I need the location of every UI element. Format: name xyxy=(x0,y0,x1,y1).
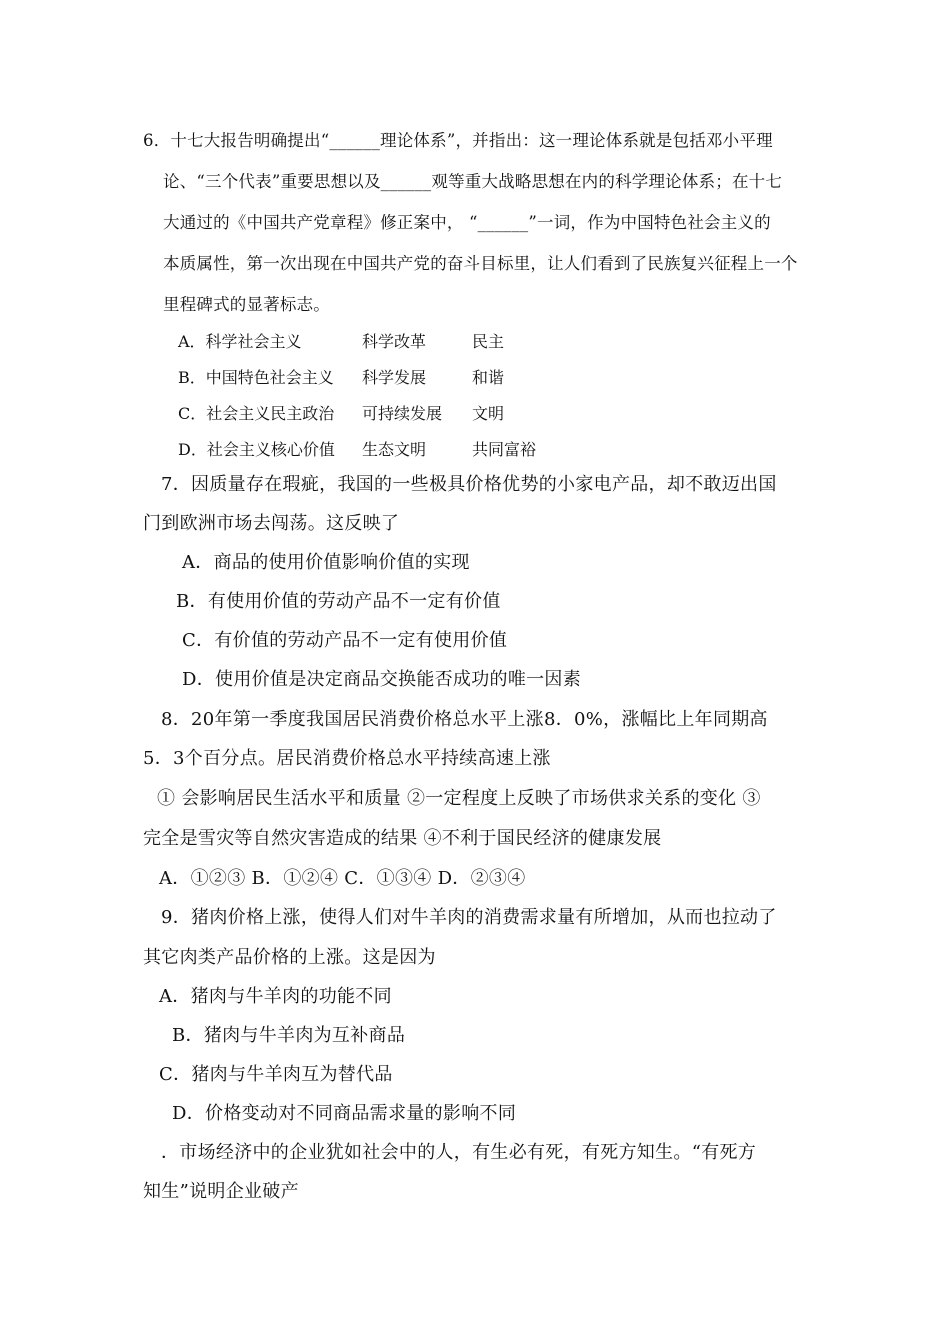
q6-option-d-col3: 共同富裕 xyxy=(472,440,537,459)
q7-line-2: 门到欧洲市场去闯荡。这反映了 xyxy=(143,513,400,534)
q6-option-b-col2: 科学发展 xyxy=(362,368,427,387)
q6-option-b-col3: 和谐 xyxy=(472,368,505,387)
q10-line-1: ．市场经济中的企业犹如社会中的人，有生必有死，有死方知生。“有死方 xyxy=(161,1142,757,1163)
q8-line-3: ① 会影响居民生活水平和质量 ②一定程度上反映了市场供求关系的变化 ③ xyxy=(157,788,761,809)
q6-option-c-col2: 可持续发展 xyxy=(362,404,443,423)
q7-line-1: 7．因质量存在瑕疵，我国的一些极具价格优势的小家电产品，却不敢迈出国 xyxy=(161,474,777,495)
q9-line-1: 9．猪肉价格上涨，使得人们对牛羊肉的消费需求量有所增加，从而也拉动了 xyxy=(161,907,777,928)
q8-choices: A．①②③ B．①②④ C．①③④ D．②③④ xyxy=(159,868,526,889)
q6-option-a-col3: 民主 xyxy=(472,332,505,351)
q7-option-b: B．有使用价值的劳动产品不一定有价值 xyxy=(176,591,501,612)
q6-option-c-label: C．社会主义民主政治 xyxy=(178,404,335,423)
q6-line-3: 大通过的《中国共产党章程》修正案中， “______”一词，作为中国特色社会主义的 xyxy=(163,213,771,232)
q6-option-a-col2: 科学改革 xyxy=(362,332,427,351)
q6-line-4: 本质属性，第一次出现在中国共产党的奋斗目标里，让人们看到了民族复兴征程上一个 xyxy=(163,254,798,273)
q6-option-d-col2: 生态文明 xyxy=(362,440,427,459)
q6-line-1: 6．十七大报告明确提出“______理论体系”，并指出：这一理论体系就是包括邓小平理 xyxy=(143,131,773,150)
q6-option-a-label: A．科学社会主义 xyxy=(178,332,302,351)
q6-option-b-label: B．中国特色社会主义 xyxy=(178,368,334,387)
q6-option-d-label: D．社会主义核心价值 xyxy=(178,440,335,459)
q6-line-2: 论、“三个代表”重要思想以及______观等重大战略思想在内的科学理论体系；在十七 xyxy=(163,172,783,191)
q9-option-a: A．猪肉与牛羊肉的功能不同 xyxy=(159,986,392,1007)
q7-option-d: D．使用价值是决定商品交换能否成功的唯一因素 xyxy=(182,669,582,690)
q10-line-2: 知生”说明企业破产 xyxy=(143,1181,299,1202)
q6-line-5: 里程碑式的显著标志。 xyxy=(163,295,330,314)
q6-option-c-col3: 文明 xyxy=(472,404,505,423)
q9-line-2: 其它肉类产品价格的上涨。这是因为 xyxy=(143,947,436,968)
q8-line-1: 8．20年第一季度我国居民消费价格总水平上涨8．0%，涨幅比上年同期高 xyxy=(161,709,768,730)
q8-line-4: 完全是雪灾等自然灾害造成的结果 ④不利于国民经济的健康发展 xyxy=(143,828,662,849)
q8-line-2: 5．3个百分点。居民消费价格总水平持续高速上涨 xyxy=(143,748,551,769)
q7-option-a: A．商品的使用价值影响价值的实现 xyxy=(182,552,470,573)
q7-option-c: C．有价值的劳动产品不一定有使用价值 xyxy=(182,630,508,651)
q9-option-b: B．猪肉与牛羊肉为互补商品 xyxy=(172,1025,406,1046)
q9-option-d: D．价格变动对不同商品需求量的影响不同 xyxy=(172,1103,517,1124)
q9-option-c: C．猪肉与牛羊肉互为替代品 xyxy=(159,1064,393,1085)
